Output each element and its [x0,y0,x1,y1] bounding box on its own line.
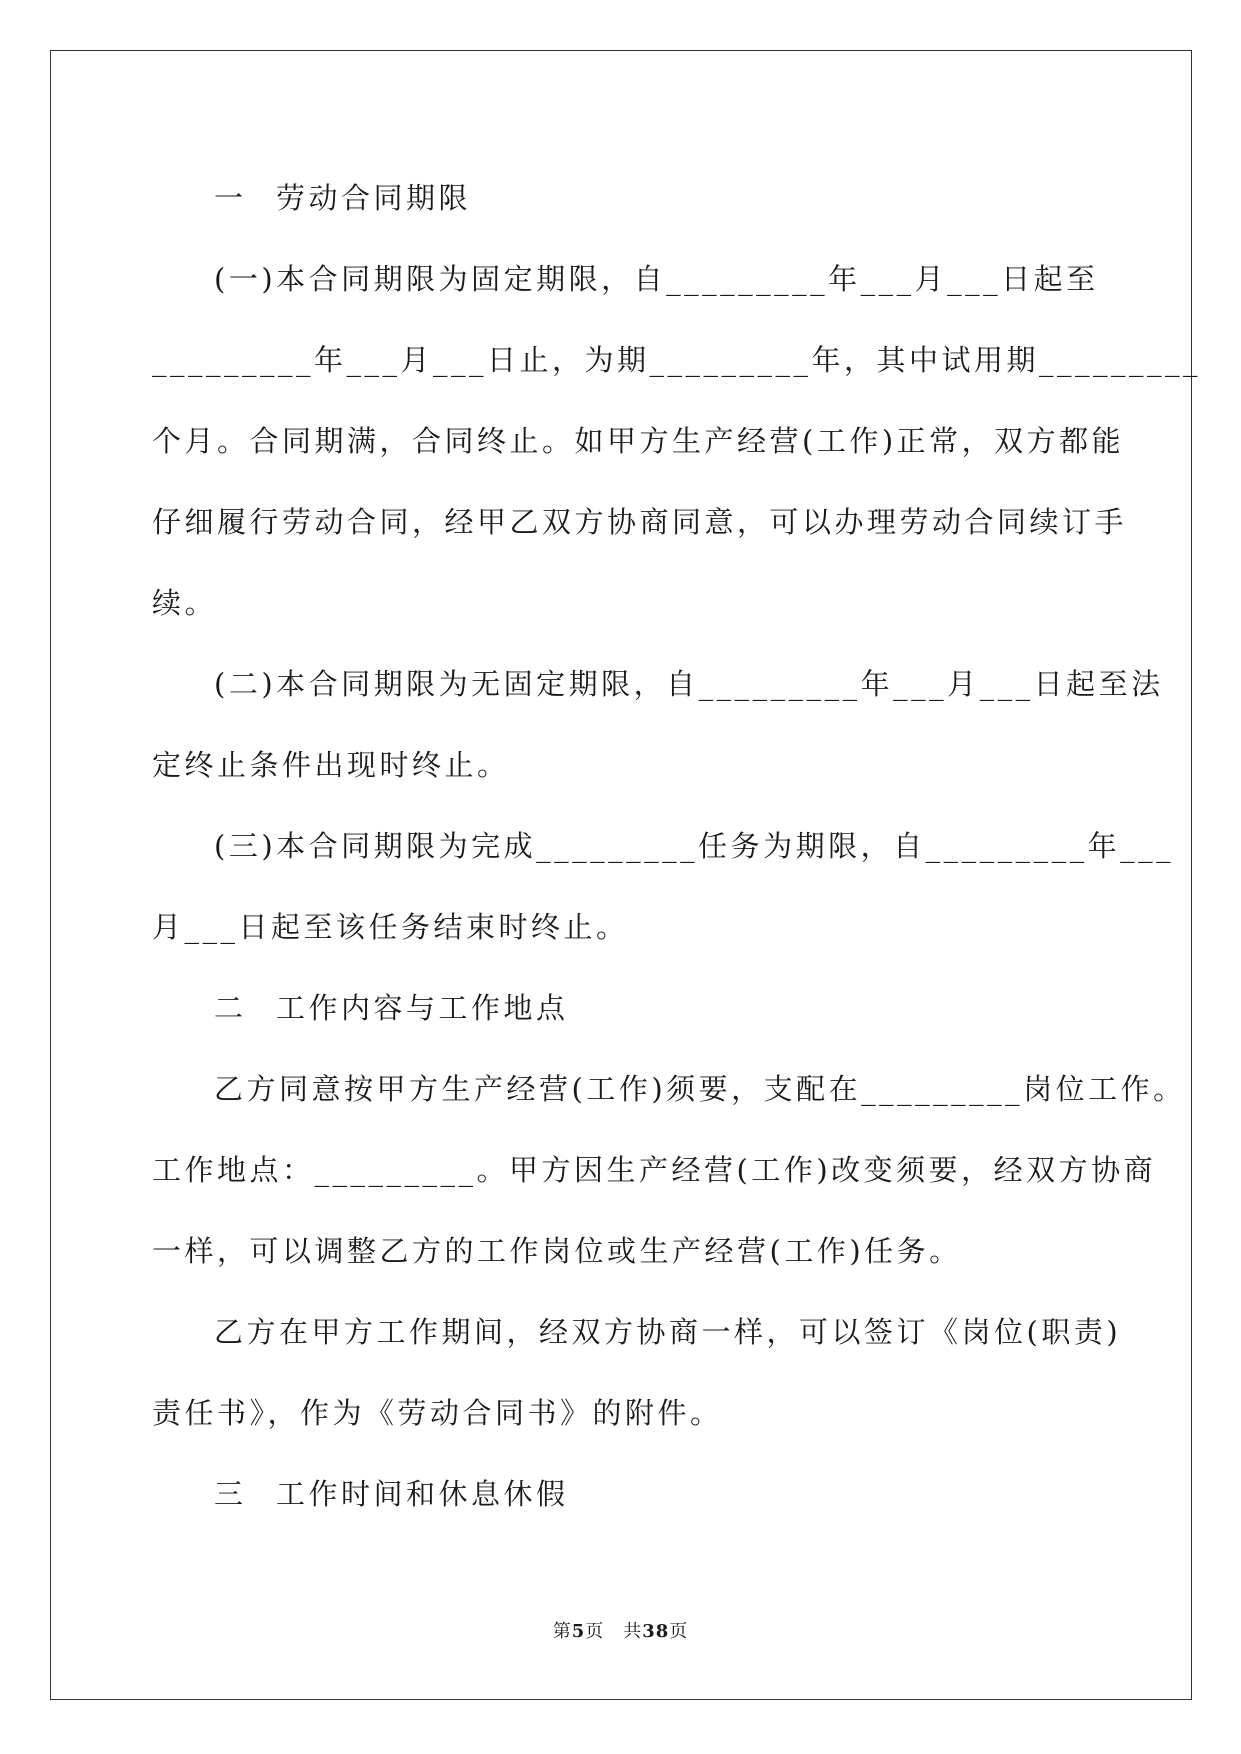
footer-prefix: 第 [552,1621,572,1642]
paragraph-line: (二)本合同期限为无固定期限，自_________年___月___日起至法 [214,667,1164,701]
section-heading-3 [152,1454,1087,1535]
paragraph-work-content [152,1049,1186,1292]
heading-number: 二 [214,991,247,1025]
current-page-number: 5 [571,1621,586,1642]
paragraph-task-term [152,806,1175,968]
paragraph-line: 工作地点：_________。甲方因生产经营(工作)改变须要，经双方协商 [152,1153,1157,1187]
paragraph-line: (一)本合同期限为固定期限，自_________年___月___日起至 [214,262,1099,296]
paragraph-responsibility [152,1292,1122,1454]
paragraph-line: _________年___月___日止，为期_________年，其中试用期_________ [152,343,1202,377]
footer-suffix: 页 [669,1621,689,1642]
document-body [152,158,1202,1535]
paragraph-line: 乙方在甲方工作期间，经双方协商一样，可以签订《岗位(职责) [214,1315,1122,1349]
paragraph-line: 一样，可以调整乙方的工作岗位或生产经营(工作)任务。 [152,1234,962,1268]
paragraph-line: 续。 [152,586,218,620]
paragraph-line: 个月。合同期满，合同终止。如甲方生产经营(工作)正常，双方都能 [152,424,1125,458]
paragraph-line: 责任书》，作为《劳动合同书》的附件。 [152,1396,723,1430]
paragraph-line: 仔细履行劳动合同，经甲乙双方协商同意，可以办理劳动合同续订手 [152,505,1128,539]
page-footer [0,1617,1241,1643]
paragraph-line: (三)本合同期限为完成_________任务为期限，自_________年___ [214,829,1175,863]
heading-title: 工作内容与工作地点 [276,991,569,1025]
heading-number: 一 [214,181,247,215]
heading-title: 劳动合同期限 [276,181,472,215]
paragraph-line: 乙方同意按甲方生产经营(工作)须要，支配在_________岗位工作。 [214,1072,1186,1106]
footer-mid: 页 共 [585,1621,643,1642]
total-page-count: 38 [642,1621,670,1642]
heading-title: 工作时间和休息休假 [276,1477,569,1511]
section-heading-1 [152,158,1087,239]
paragraph-fixed-term [152,239,1202,644]
paragraph-open-term [152,644,1164,806]
heading-number: 三 [214,1477,247,1511]
paragraph-line: 定终止条件出现时终止。 [152,748,510,782]
paragraph-line: 月___日起至该任务结束时终止。 [152,910,629,944]
section-heading-2 [152,968,1087,1049]
